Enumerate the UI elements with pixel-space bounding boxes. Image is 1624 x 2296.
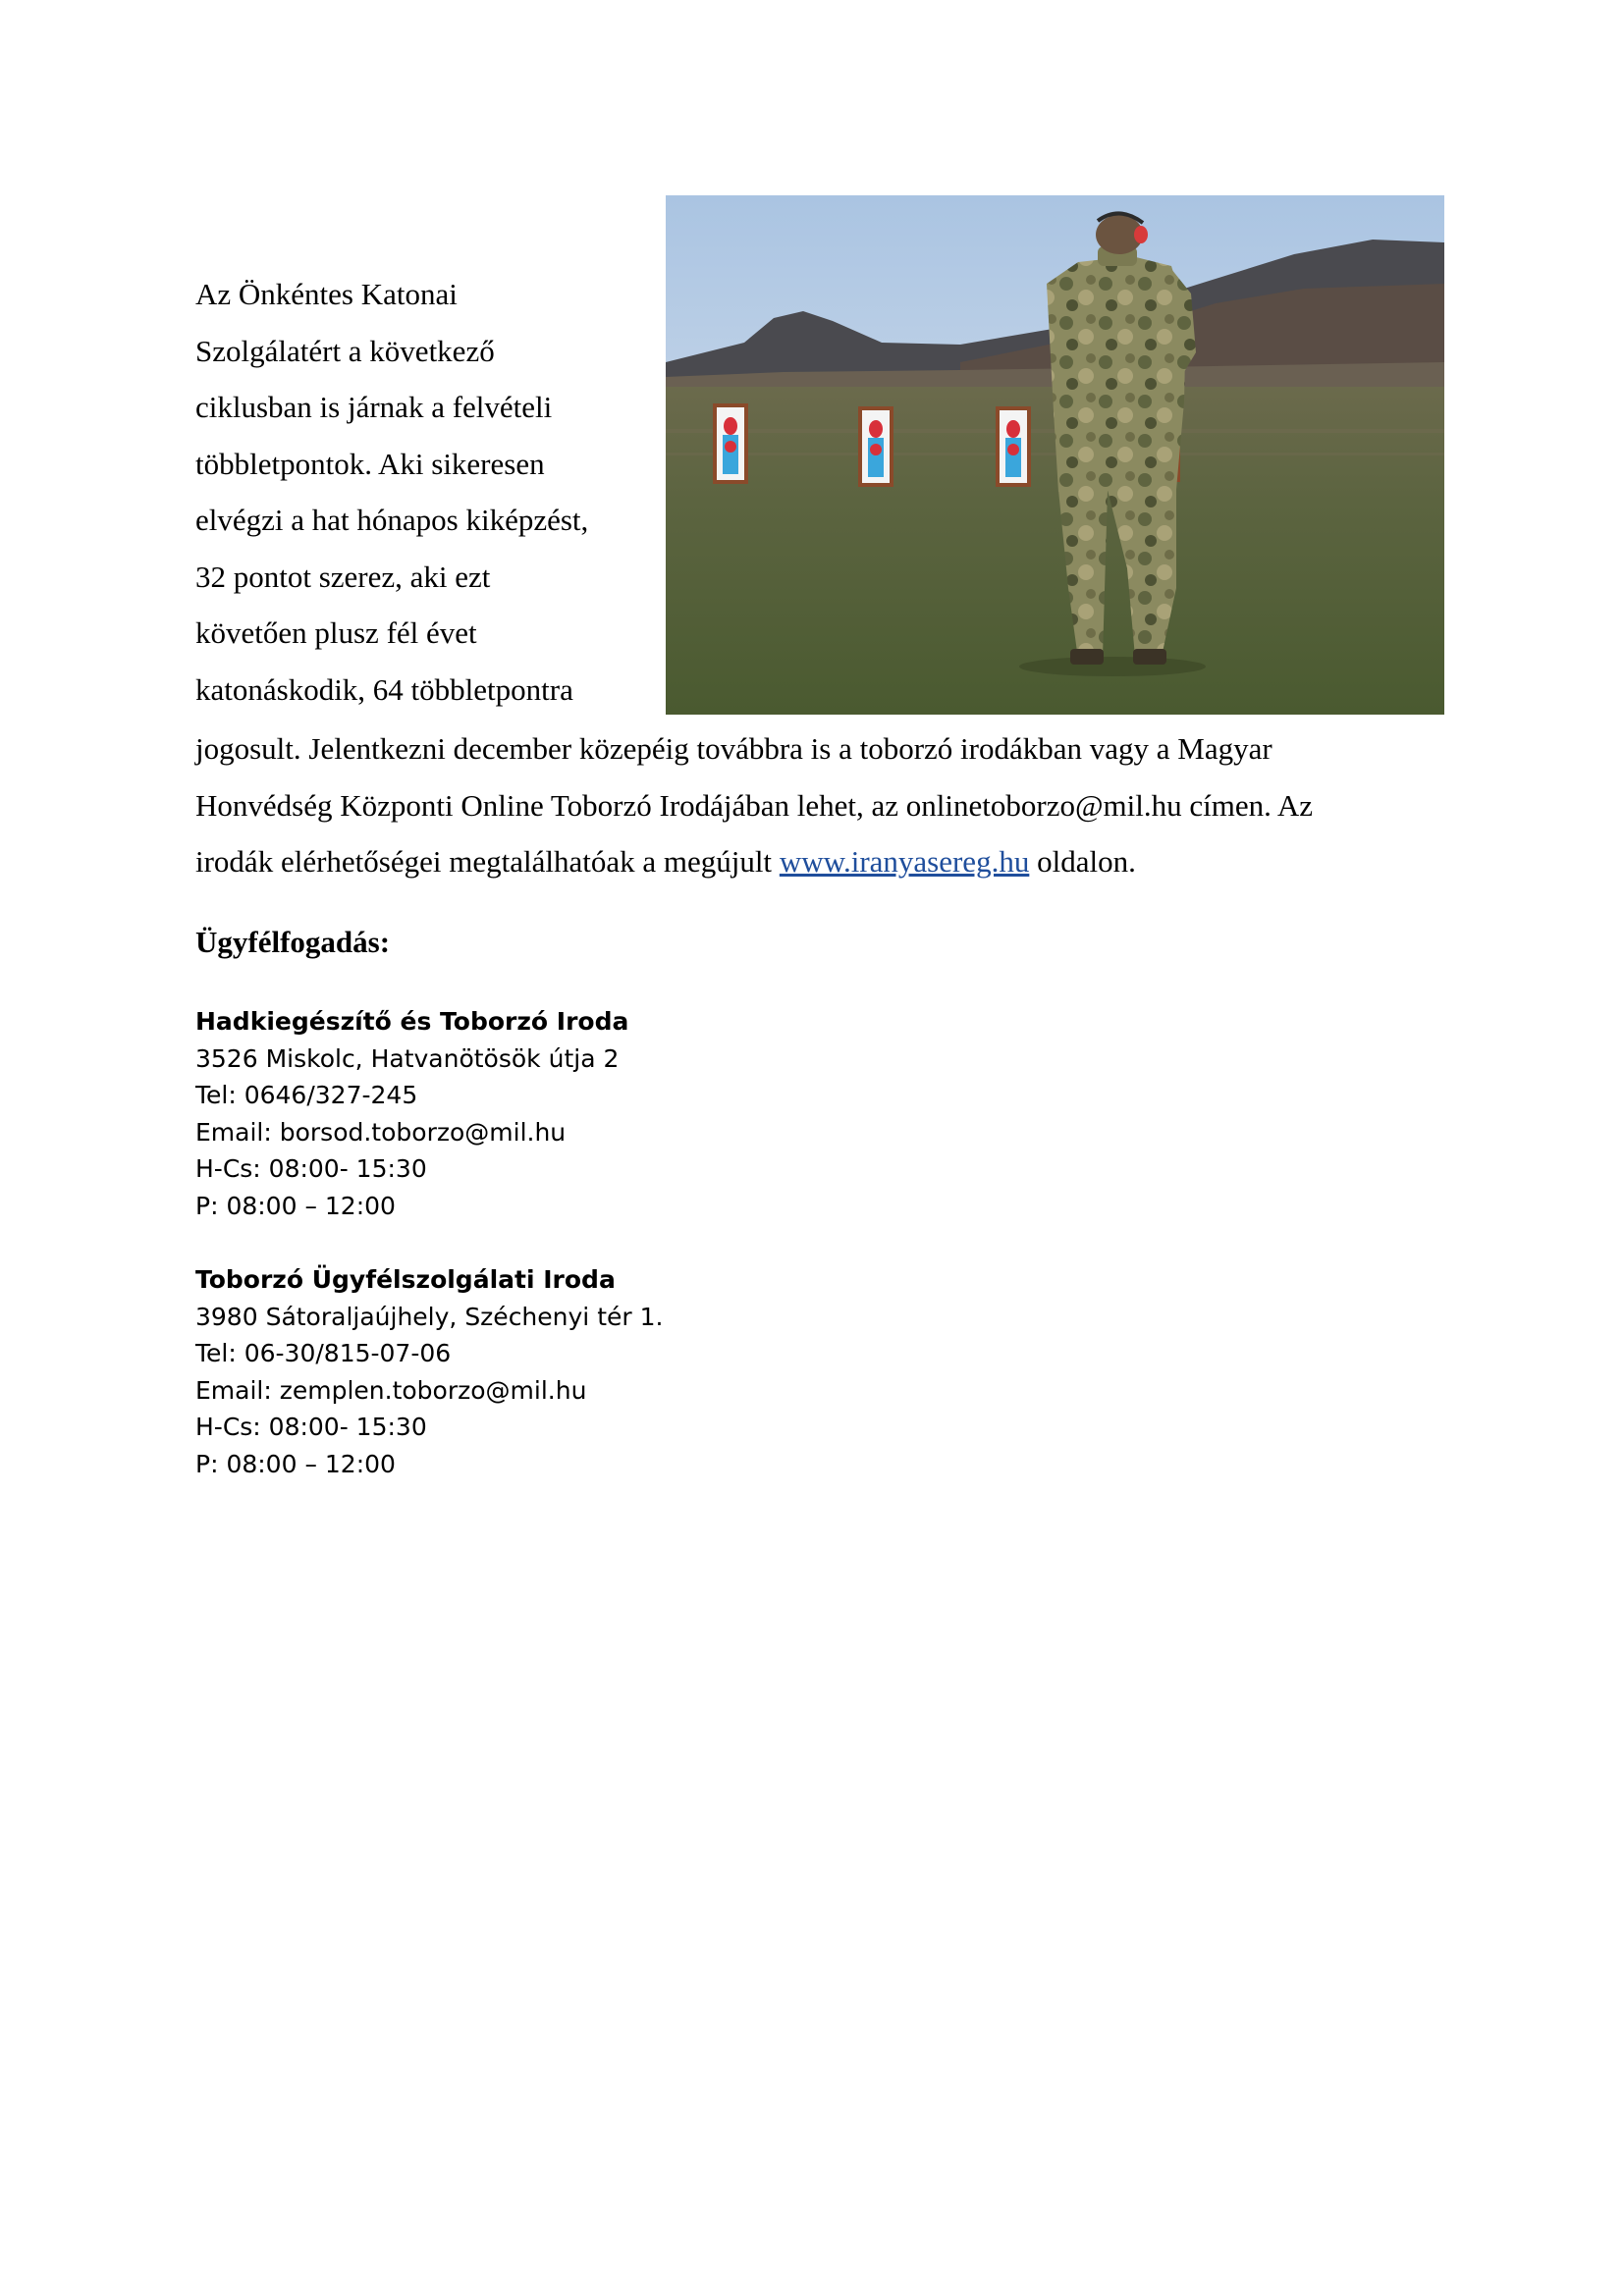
office-address: 3980 Sátoraljaújhely, Széchenyi tér 1.	[195, 1302, 664, 1331]
customer-service-heading: Ügyfélfogadás:	[195, 925, 391, 959]
intro-line: ciklusban is járnak a felvételi	[195, 390, 553, 424]
intro-line: elvégzi a hat hónapos kiképzést,	[195, 503, 589, 537]
target-1	[713, 403, 748, 484]
office-hours-weekdays: H-Cs: 08:00- 15:30	[195, 1413, 427, 1442]
office-address: 3526 Miskolc, Hatvanötösök útja 2	[195, 1043, 620, 1073]
intro-line: többletpontok. Aki sikeresen	[195, 446, 545, 481]
soldier-shooting-range-photo	[666, 195, 1444, 715]
iranyasereg-link[interactable]: www.iranyasereg.hu	[779, 844, 1030, 879]
office-email: Email: borsod.toborzo@mil.hu	[195, 1117, 567, 1147]
office-name: Hadkiegészítő és Toborzó Iroda	[195, 1007, 629, 1036]
office-hours-friday: P: 08:00 – 12:00	[195, 1449, 396, 1478]
intro-line: 32 pontot szerez, aki ezt	[195, 559, 491, 594]
body-line-text: oldalon.	[1029, 844, 1136, 879]
office-phone: Tel: 0646/327-245	[195, 1081, 418, 1110]
office-block-miskolc	[195, 1003, 883, 1225]
office-email: Email: zemplen.toborzo@mil.hu	[195, 1375, 587, 1405]
office-name: Toborzó Ügyfélszolgálati Iroda	[195, 1265, 616, 1294]
office-hours-weekdays: H-Cs: 08:00- 15:30	[195, 1154, 427, 1184]
office-hours-friday: P: 08:00 – 12:00	[195, 1191, 396, 1220]
intro-line: követően plusz fél évet	[195, 615, 477, 650]
photo-illustration	[666, 195, 1444, 715]
target-2	[858, 406, 893, 487]
body-line: jogosult. Jelentkezni december közepéig továbbra is a toborzó irodákban vagy a Magyar	[195, 731, 1272, 766]
office-block-satoraljaujhely	[195, 1261, 883, 1483]
intro-line: Az Önkéntes Katonai	[195, 277, 458, 311]
body-line-text: irodák elérhetőségei megtalálhatóak a megújult	[195, 844, 780, 879]
body-line: Honvédség Központi Online Toborzó Irodájában lehet, az onlinetoborzo@mil.hu címen. Az	[195, 787, 1314, 823]
target-3	[996, 406, 1031, 487]
body-line	[195, 833, 1462, 890]
intro-line: katonáskodik, 64 többletpontra	[195, 671, 573, 707]
body-paragraph	[195, 721, 1462, 890]
intro-paragraph	[195, 266, 642, 718]
office-phone: Tel: 06-30/815-07-06	[195, 1339, 452, 1368]
intro-line: Szolgálatért a következő	[195, 333, 495, 368]
